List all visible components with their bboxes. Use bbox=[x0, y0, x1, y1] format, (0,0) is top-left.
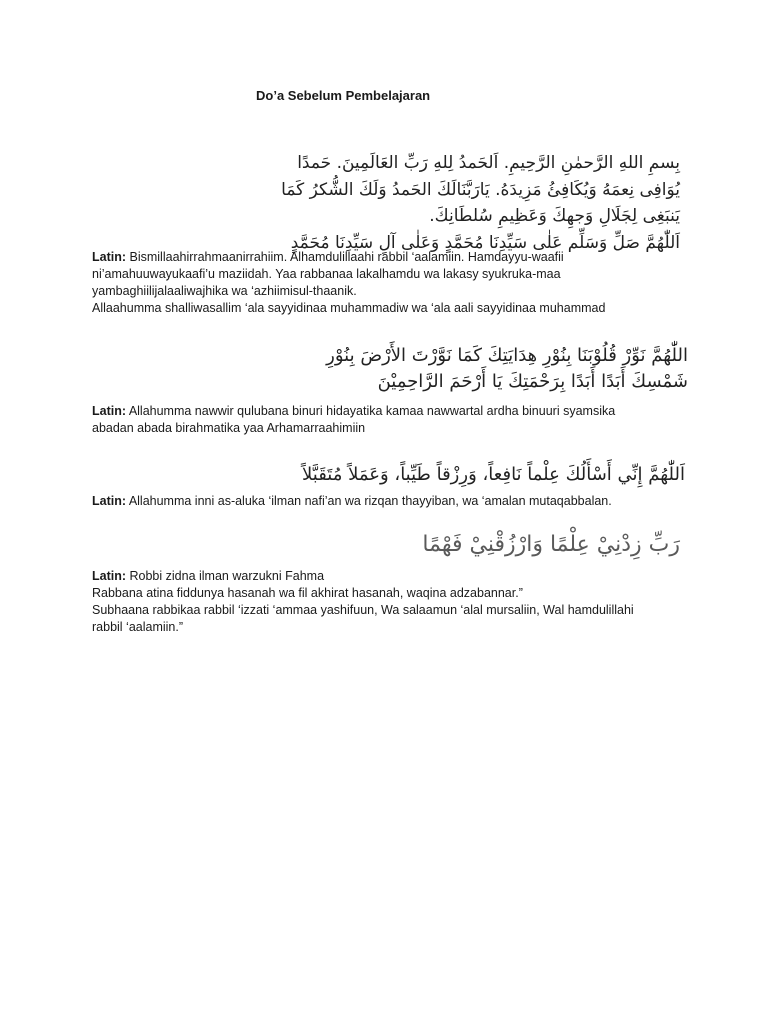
latin-transliteration-light bbox=[92, 403, 692, 437]
latin-line bbox=[92, 568, 692, 585]
latin-line: rabbil ‘aalamiin.” bbox=[92, 620, 184, 634]
latin-transliteration-opening bbox=[92, 249, 692, 317]
arabic-line: اَللّٰهُمَّ إِنِّي أَسْأَلُكَ عِلْماً نَافِعاً، وَرِزْقاً طَيِّباً، وَعَمَلاً مُتَقَبَّلاً bbox=[302, 464, 685, 485]
arabic-line: يَنبَغِى لِجَلَالِ وَجهِكَ وَعَظِيمِ سُلطَانِكَ. bbox=[429, 206, 680, 226]
arabic-prayer-light bbox=[318, 343, 688, 395]
latin-label: Latin: bbox=[92, 494, 127, 508]
arabic-line: شَمْسِكَ أَبَدًا أَبَدًا بِرَحْمَتِكَ يَا أَرْحَمَ الرَّاحِمِيْنَ bbox=[377, 371, 688, 392]
document-title: Do’a Sebelum Pembelajaran bbox=[256, 88, 431, 103]
arabic-line: بِسمِ اللهِ الرَّحمٰنِ الرَّحِيمِ. اَلحَمدُ لِلهِ رَبِّ العَالَمِينَ. حَمدًا bbox=[297, 153, 680, 173]
latin-text: Bismillaahirrahmaanirrahiim. Alhamdulillaahi rabbil ‘aalamiin. Hamdayyu-waafii bbox=[126, 250, 564, 264]
latin-text: Allahumma nawwir qulubana binuri hidayatika kamaa nawwartal ardha binuuri syamsika bbox=[126, 404, 616, 418]
arabic-prayer-knowledge bbox=[302, 462, 685, 488]
latin-line bbox=[92, 493, 692, 510]
latin-line: abadan abada birahmatika yaa Arhamarraahimiin bbox=[92, 421, 366, 435]
latin-line bbox=[92, 249, 692, 266]
arabic-line: يُوَافِى نِعمَهُ وَيُكَافِئُ مَزِيدَهُ. يَارَبَّنَالَكَ الحَمدُ وَلَكَ الشُّكرُ كَمَا bbox=[281, 179, 680, 200]
latin-line: Allaahumma shalliwasallim ‘ala sayyidinaa muhammadiw wa ‘ala aali sayyidinaa muhammad bbox=[92, 301, 606, 315]
latin-line: yambaghiilijalaaliwajhika wa ‘azhiimisul-thaanik. bbox=[92, 284, 357, 298]
latin-line bbox=[92, 403, 692, 420]
latin-label: Latin: bbox=[92, 404, 127, 418]
latin-label: Latin: bbox=[92, 250, 127, 264]
latin-label: Latin: bbox=[92, 569, 127, 583]
latin-text: Robbi zidna ilman warzukni Fahma bbox=[126, 569, 325, 583]
latin-text: Allahumma inni as-aluka ‘ilman nafi’an wa rizqan thayyiban, wa ‘amalan mutaqabbalan. bbox=[126, 494, 612, 508]
latin-line: Rabbana atina fiddunya hasanah wa fil akhirat hasanah, waqina adzabannar.” bbox=[92, 586, 523, 600]
arabic-prayer-understanding bbox=[422, 528, 680, 562]
arabic-line: رَبِّ زِدْنِيْ عِلْمًا وَارْزُقْنِيْ فَهْمًا bbox=[422, 532, 680, 557]
latin-line: Subhaana rabbikaa rabbil ‘izzati ‘ammaa yashifuun, Wa salaamun ‘alal mursaliin, Wal hamdulillahi bbox=[92, 603, 634, 617]
latin-transliteration-closing bbox=[92, 568, 692, 636]
arabic-line: اللّٰهُمَّ نَوِّرْ قُلُوْبَنَا بِنُوْرِ هِدَايَتِكَ كَمَا نَوَّرْتَ الأَرْضَ بِنُوْرِ bbox=[326, 345, 688, 366]
arabic-prayer-opening bbox=[281, 150, 680, 256]
latin-transliteration-knowledge bbox=[92, 493, 692, 510]
latin-line: ni’amahuuwayukaafi’u maziidah. Yaa rabbanaa lakalhamdu wa lakasy syukruka-maa bbox=[92, 267, 561, 281]
arabic-line: اَللّٰهُمَّ صَلِّ وَسَلِّم عَلٰى سَيِّدِنَا مُحَمَّدٍ وَعَلٰى آلِ سَيِّدِنَا مُحَمَّدٍ bbox=[290, 232, 680, 253]
